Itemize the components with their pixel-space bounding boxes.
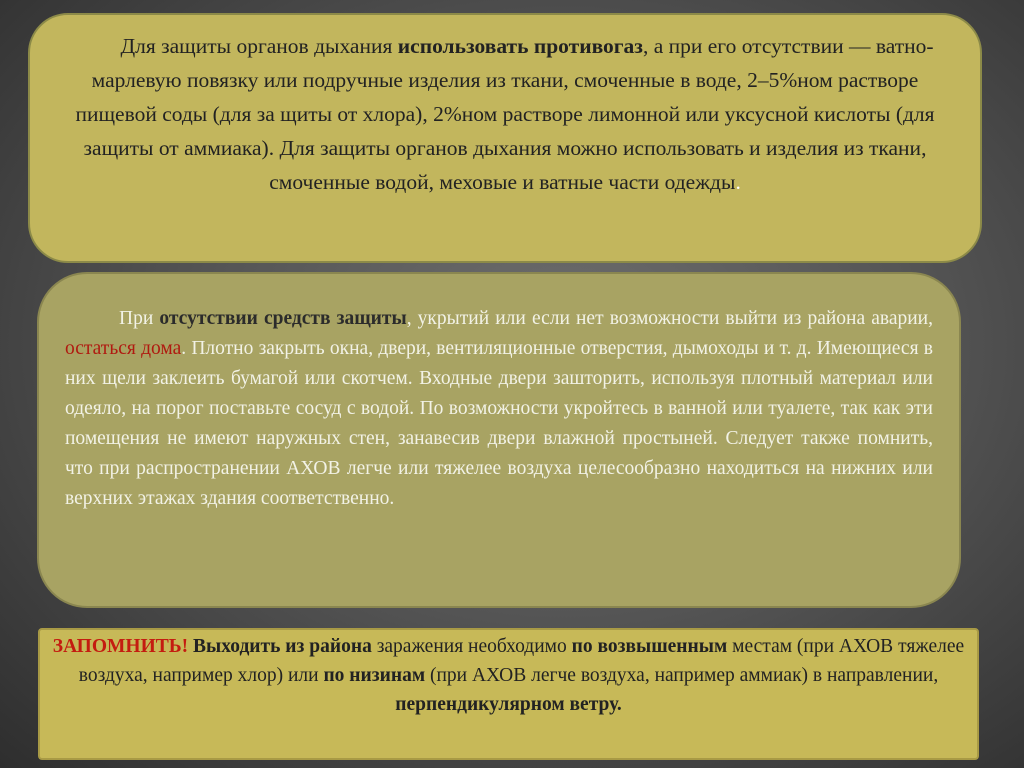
respiratory-protection-text: Для защиты органов дыхания использовать противогаз, а при его отсутствии — ватно-марлевую повязку или подручные изделия из ткани, смоченные в воде, 2–5%ном растворе пищевой соды (для за щиты от хлора), 2%ном растворе лимонной или уксусной кислоты (для защиты от аммиака). Для защиты органов дыхания можно использовать и изделия из ткани, смоченные водой, меховые и ватные части одежды. (75, 34, 935, 194)
respiratory-protection-panel (28, 13, 982, 263)
remember-label: ЗАПОМНИТЬ! (52, 636, 189, 657)
remember-text: ЗАПОМНИТЬ! Выходить из района заражения необходимо по возвышенным местам (при АХОВ тяжелее воздуха, например хлор) или по низинам (при АХОВ легче воздуха, например аммиак) в направлении, перпендикулярном ветру. (52, 636, 965, 715)
no-protection-panel (37, 272, 961, 608)
remember-panel (38, 628, 979, 760)
no-protection-text: При отсутствии средств защиты, укрытий или если нет возможности выйти из района аварии, остаться дома. Плотно закрыть окна, двери, вентиляционные отверстия, дымоходы и т. д. Имеющиеся в них щели заклеить бумагой или скотчем. Входные двери зашторить, используя плотный материал или одеяло, на порог поставьте сосуд с водой. По возможности укройтесь в ванной или туалете, так как эти помещения не имеют наружных стен, занавесив двери влажной простыней. Следует также помнить, что при распространении АХОВ легче или тяжелее воздуха целесообразно находиться на нижних или верхних этажах здания соответственно. (65, 308, 933, 509)
